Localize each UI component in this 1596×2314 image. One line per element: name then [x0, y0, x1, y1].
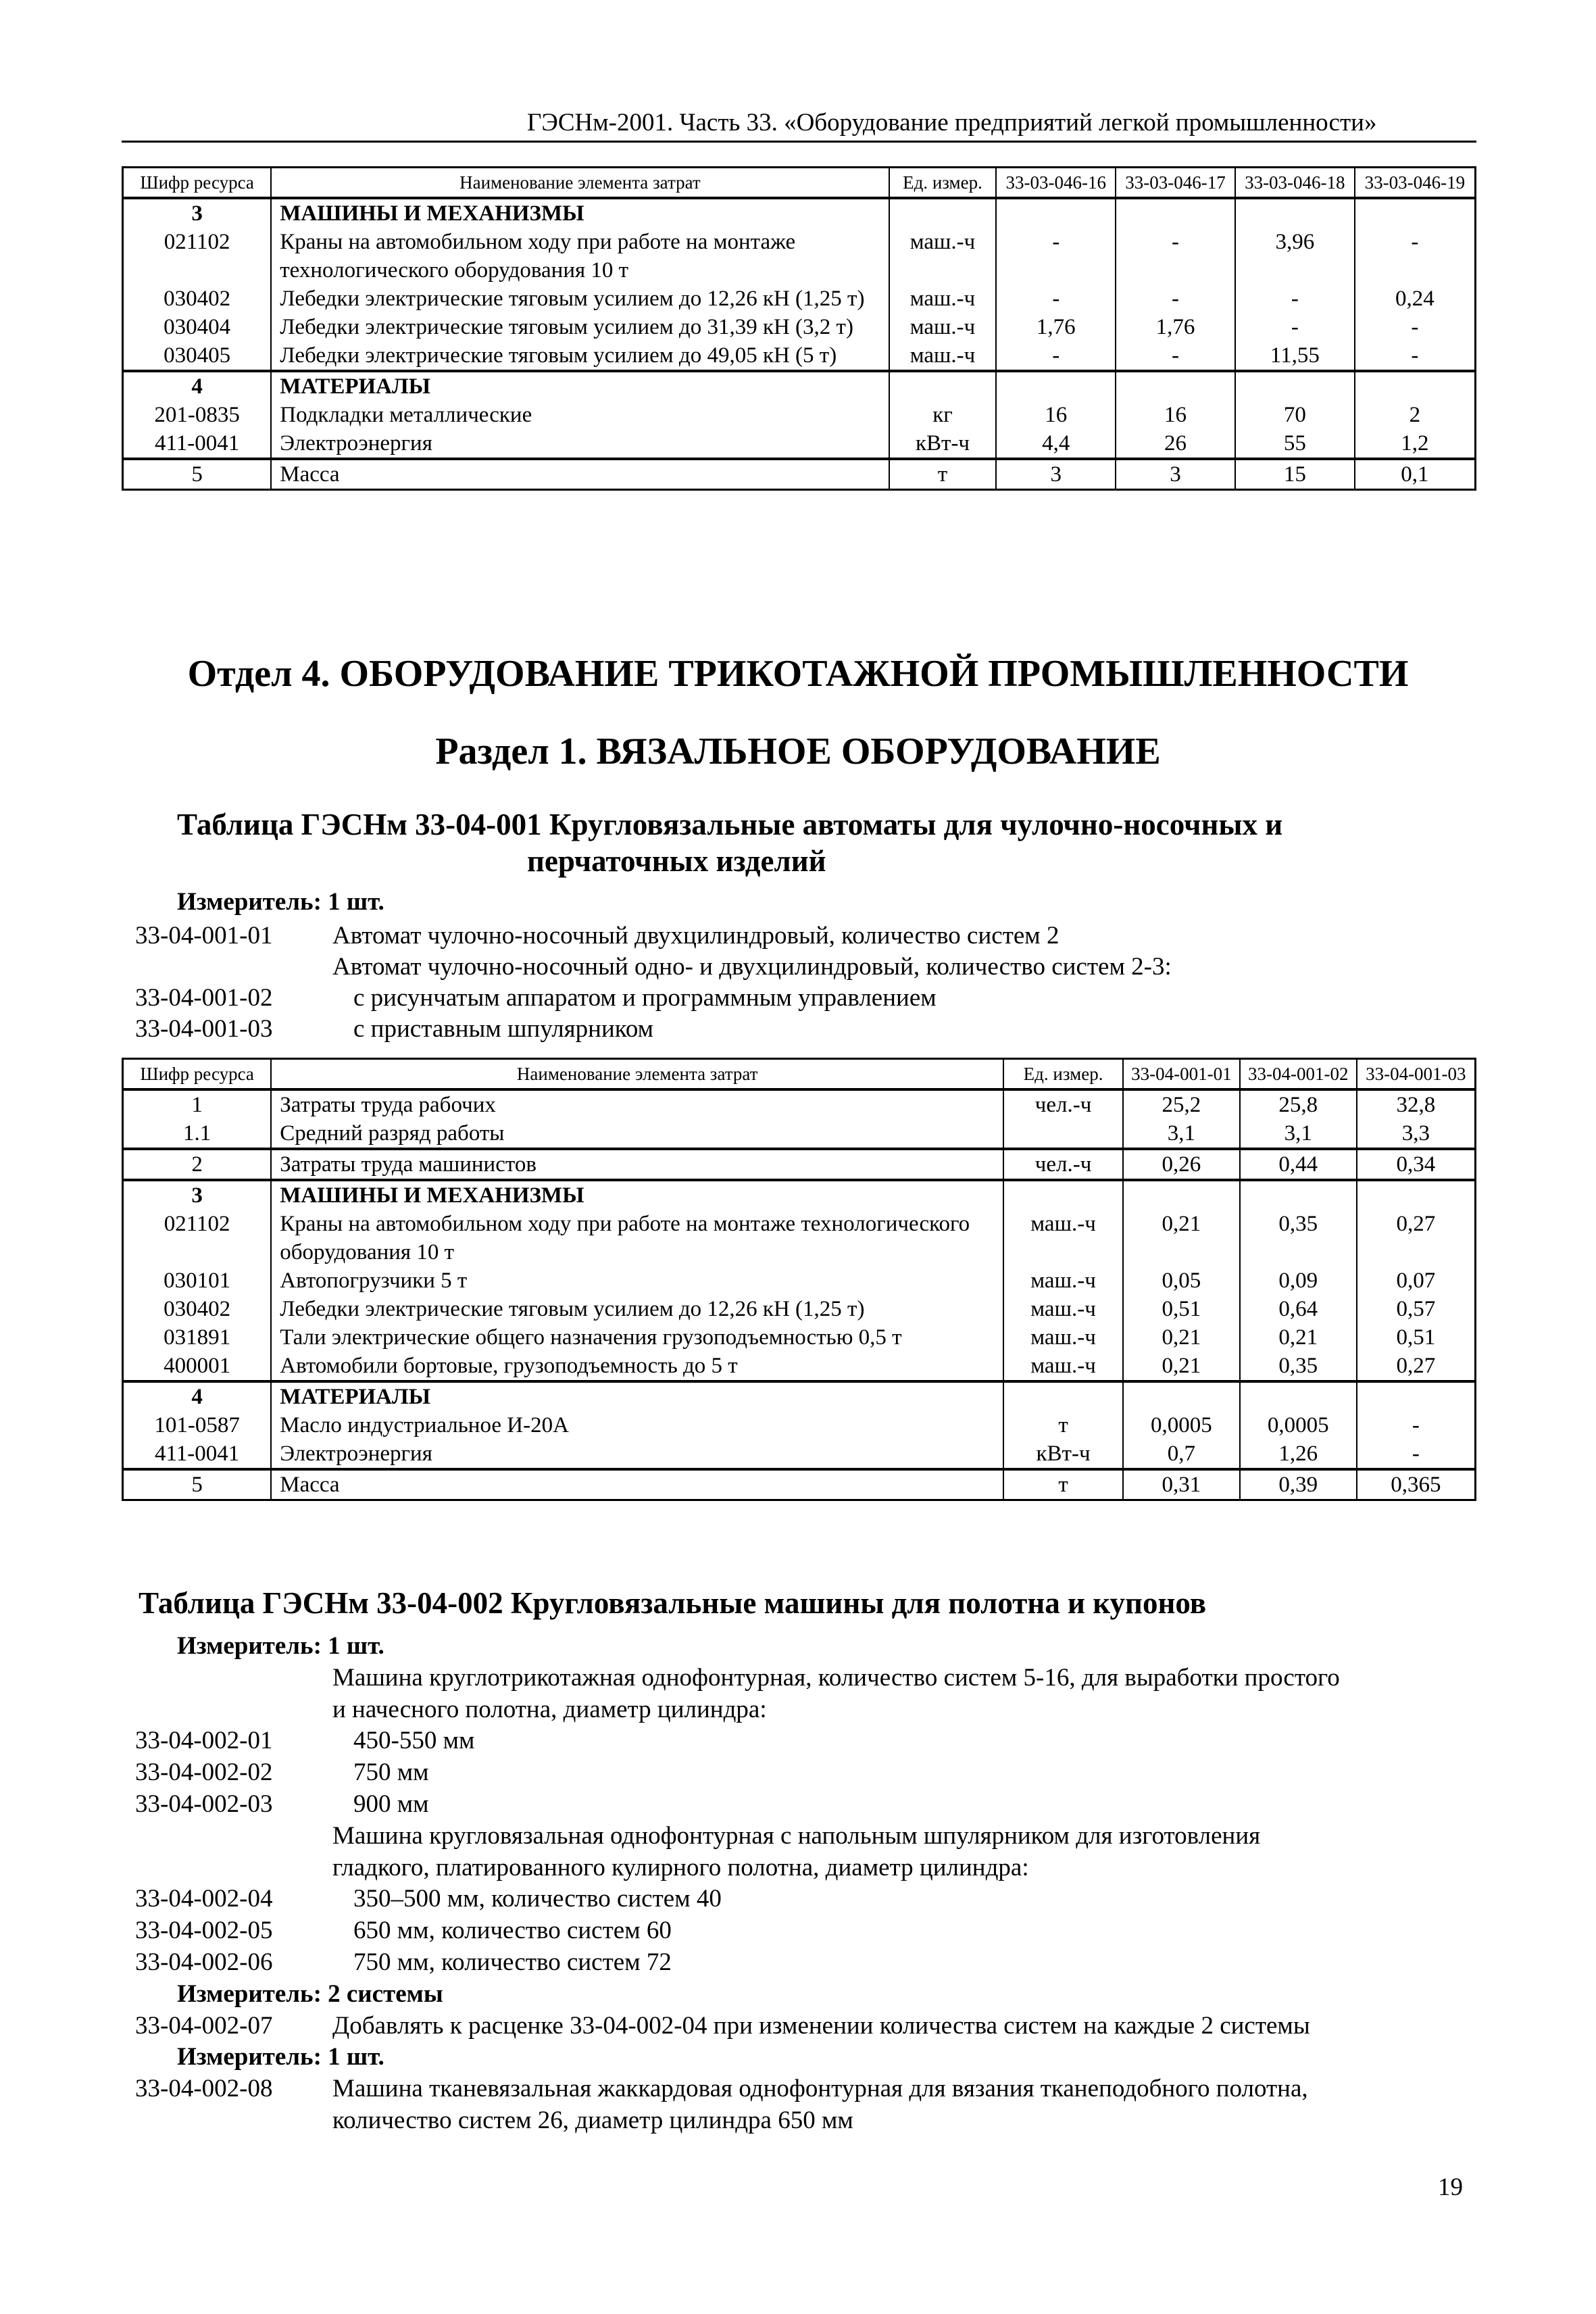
value-cell	[1123, 1180, 1240, 1210]
unit	[889, 371, 997, 401]
value-cell: 0,09	[1240, 1266, 1357, 1295]
value-cell: 15	[1235, 459, 1355, 490]
value-cell: -	[1357, 1439, 1476, 1469]
cost-element-name: Краны на автомобильном ходу при работе на монтаже технологического оборудования 10 т	[271, 228, 889, 285]
item-description: 900 мм	[353, 1790, 429, 1818]
unit: кг	[889, 401, 997, 429]
item-code: 33-04-002-02	[135, 1758, 273, 1787]
table-row	[123, 1295, 1476, 1323]
resource-code: 1	[123, 1089, 272, 1119]
value-cell	[1355, 371, 1476, 401]
column-header: Наименование элемента затрат	[271, 168, 889, 199]
item-description: Машина кругловязальная однофонтурная с напольным шпулярником для изготовления	[332, 1821, 1261, 1850]
resource-code: 030402	[123, 1295, 272, 1323]
resource-code: 201-0835	[123, 401, 272, 429]
item-description: Автомат чулочно-носочный одно- и двухцилиндровый, количество систем 2-3:	[332, 953, 1172, 981]
value-cell: 55	[1235, 429, 1355, 459]
unit: маш.-ч	[1003, 1266, 1123, 1295]
resource-code: 400001	[123, 1352, 272, 1381]
cost-element-name: МАШИНЫ И МЕХАНИЗМЫ	[271, 198, 889, 228]
table-row	[123, 1119, 1476, 1149]
item-code: 33-04-002-04	[135, 1885, 273, 1913]
cost-element-name: Затраты труда машинистов	[271, 1149, 1003, 1180]
value-cell: 0,27	[1357, 1352, 1476, 1381]
cost-element-name: Лебедки электрические тяговым усилием до 12,26 кН (1,25 т)	[271, 1295, 1003, 1323]
table-row	[123, 313, 1476, 341]
resource-code: 2	[123, 1149, 272, 1180]
column-header: 33-03-046-19	[1355, 168, 1476, 199]
value-cell: -	[996, 228, 1116, 285]
cost-element-name: Тали электрические общего назначения грузоподъемностью 0,5 т	[271, 1323, 1003, 1352]
cost-element-name: Краны на автомобильном ходу при работе на монтаже технологического оборудования 10 т	[271, 1210, 1003, 1266]
resource-code: 101-0587	[123, 1411, 272, 1439]
resource-code: 4	[123, 1381, 272, 1411]
cost-element-name: Масло индустриальное И-20А	[271, 1411, 1003, 1439]
table-row	[123, 1089, 1476, 1119]
item-description: 750 мм	[353, 1758, 429, 1787]
resource-code: 1.1	[123, 1119, 272, 1149]
cost-element-name: Электроэнергия	[271, 1439, 1003, 1469]
measure-label: Измеритель: 1 шт.	[177, 2043, 384, 2071]
page-number: 19	[1438, 2173, 1463, 2201]
item-code: 33-04-001-01	[135, 922, 273, 950]
unit: чел.-ч	[1003, 1089, 1123, 1119]
resource-code: 3	[123, 198, 272, 228]
value-cell: 0,0005	[1123, 1411, 1240, 1439]
column-header: 33-03-046-16	[996, 168, 1116, 199]
value-cell: 32,8	[1357, 1089, 1476, 1119]
value-cell: 1,26	[1240, 1439, 1357, 1469]
value-cell	[1116, 371, 1235, 401]
value-cell: 70	[1235, 401, 1355, 429]
value-cell: 3,3	[1357, 1119, 1476, 1149]
value-cell: 25,8	[1240, 1089, 1357, 1119]
item-description: с приставным шпулярником	[353, 1015, 654, 1043]
unit: маш.-ч	[1003, 1323, 1123, 1352]
measure-label: Измеритель: 2 системы	[177, 1979, 443, 2008]
cost-element-name: Масса	[271, 1469, 1003, 1500]
resource-code: 411-0041	[123, 429, 272, 459]
table-row	[123, 1210, 1476, 1266]
item-description: количество систем 26, диаметр цилиндра 650 мм	[332, 2107, 853, 2134]
resource-code: 4	[123, 371, 272, 401]
value-cell: 16	[996, 401, 1116, 429]
column-header: Наименование элемента затрат	[271, 1059, 1003, 1090]
resource-code: 030101	[123, 1266, 272, 1295]
value-cell: 0,0005	[1240, 1411, 1357, 1439]
value-cell: 26	[1116, 429, 1235, 459]
item-description: гладкого, платированного кулирного полотна, диаметр цилиндра:	[332, 1853, 1029, 1881]
value-cell	[1240, 1180, 1357, 1210]
unit: маш.-ч	[889, 313, 997, 341]
item-code: 33-04-002-08	[135, 2075, 273, 2103]
item-description: и начесного полотна, диаметр цилиндра:	[332, 1695, 767, 1723]
unit: чел.-ч	[1003, 1149, 1123, 1180]
table-row	[123, 1352, 1476, 1381]
cost-element-name: Масса	[271, 459, 889, 490]
value-cell: -	[1355, 341, 1476, 371]
value-cell: 0,21	[1240, 1323, 1357, 1352]
value-cell: 0,7	[1123, 1439, 1240, 1469]
value-cell: 2	[1355, 401, 1476, 429]
resource-code: 5	[123, 1469, 272, 1500]
value-cell: 11,55	[1235, 341, 1355, 371]
table-row	[123, 1469, 1476, 1500]
value-cell	[1355, 198, 1476, 228]
value-cell: 1,2	[1355, 429, 1476, 459]
unit	[1003, 1381, 1123, 1411]
value-cell: 3,1	[1123, 1119, 1240, 1149]
value-cell: 0,365	[1357, 1469, 1476, 1500]
table-row	[123, 1439, 1476, 1469]
resource-code: 030405	[123, 341, 272, 371]
cost-element-name: МАШИНЫ И МЕХАНИЗМЫ	[271, 1180, 1003, 1210]
value-cell: 25,2	[1123, 1089, 1240, 1119]
table-row	[123, 341, 1476, 371]
resource-table-33-03-046	[122, 166, 1476, 491]
value-cell: 3,96	[1235, 228, 1355, 285]
value-cell: 4,4	[996, 429, 1116, 459]
table-title-33-04-002: Таблица ГЭСНм 33-04-002 Кругловязальные машины для полотна и купонов	[139, 1586, 1207, 1620]
value-cell	[1240, 1381, 1357, 1411]
department-title: Отдел 4. ОБОРУДОВАНИЕ ТРИКОТАЖНОЙ ПРОМЫШЛЕННОСТИ	[187, 653, 1409, 695]
column-header: 33-04-001-03	[1357, 1059, 1476, 1090]
unit	[1003, 1119, 1123, 1149]
value-cell: 0,44	[1240, 1149, 1357, 1180]
item-code: 33-04-002-05	[135, 1917, 273, 1945]
resource-code: 021102	[123, 228, 272, 285]
unit: маш.-ч	[889, 285, 997, 313]
cost-element-name: Лебедки электрические тяговым усилием до 49,05 кН (5 т)	[271, 341, 889, 371]
column-header: Ед. измер.	[1003, 1059, 1123, 1090]
column-header: Шифр ресурса	[123, 1059, 272, 1090]
table-row	[123, 1266, 1476, 1295]
table-title-33-04-001: Таблица ГЭСНм 33-04-001 Кругловязальные автоматы для чулочно-носочных и	[177, 808, 1283, 841]
value-cell: 16	[1116, 401, 1235, 429]
item-description: с рисунчатым аппаратом и программным управлением	[353, 984, 937, 1012]
item-description: Машина тканевязальная жаккардовая однофонтурная для вязания тканеподобного полотна,	[332, 2075, 1308, 2103]
cost-element-name: Лебедки электрические тяговым усилием до 31,39 кН (3,2 т)	[271, 313, 889, 341]
value-cell: 0,51	[1123, 1295, 1240, 1323]
column-header: Шифр ресурса	[123, 168, 272, 199]
value-cell: 0,05	[1123, 1266, 1240, 1295]
cost-element-name: МАТЕРИАЛЫ	[271, 1381, 1003, 1411]
resource-code: 021102	[123, 1210, 272, 1266]
unit: маш.-ч	[1003, 1210, 1123, 1266]
cost-element-name: МАТЕРИАЛЫ	[271, 371, 889, 401]
resource-code: 030402	[123, 285, 272, 313]
item-description: 750 мм, количество систем 72	[353, 1948, 672, 1976]
item-description: 350–500 мм, количество систем 40	[353, 1885, 722, 1913]
value-cell	[1235, 371, 1355, 401]
value-cell: 0,39	[1240, 1469, 1357, 1500]
value-cell: 3,1	[1240, 1119, 1357, 1149]
cost-element-name: Автомобили бортовые, грузоподъемность до 5 т	[271, 1352, 1003, 1381]
measure-label: Измеритель: 1 шт.	[177, 1632, 384, 1660]
header-rule	[122, 141, 1476, 143]
table-row	[123, 1411, 1476, 1439]
resource-code: 031891	[123, 1323, 272, 1352]
value-cell	[996, 198, 1116, 228]
item-code: 33-04-002-01	[135, 1727, 273, 1755]
value-cell	[1123, 1381, 1240, 1411]
column-header: Ед. измер.	[889, 168, 997, 199]
unit: маш.-ч	[889, 228, 997, 285]
table-row	[123, 1149, 1476, 1180]
cost-element-name: Электроэнергия	[271, 429, 889, 459]
value-cell: 0,21	[1123, 1352, 1240, 1381]
value-cell: -	[1355, 313, 1476, 341]
cost-element-name: Автопогрузчики 5 т	[271, 1266, 1003, 1295]
unit: кВт-ч	[889, 429, 997, 459]
value-cell: 0,21	[1123, 1210, 1240, 1266]
value-cell: 0,27	[1357, 1210, 1476, 1266]
table-row	[123, 228, 1476, 285]
value-cell	[1116, 198, 1235, 228]
column-header: 33-03-046-17	[1116, 168, 1235, 199]
value-cell: 0,57	[1357, 1295, 1476, 1323]
value-cell: 0,64	[1240, 1295, 1357, 1323]
value-cell: 0,31	[1123, 1469, 1240, 1500]
resource-code: 411-0041	[123, 1439, 272, 1469]
value-cell: -	[996, 341, 1116, 371]
value-cell: 0,51	[1357, 1323, 1476, 1352]
table-row	[123, 401, 1476, 429]
item-code: 33-04-002-06	[135, 1948, 273, 1976]
cost-element-name: Подкладки металлические	[271, 401, 889, 429]
column-header: 33-04-001-01	[1123, 1059, 1240, 1090]
item-description: Автомат чулочно-носочный двухцилиндровый, количество систем 2	[332, 922, 1059, 950]
table-row	[123, 198, 1476, 228]
value-cell: -	[1116, 341, 1235, 371]
item-description: 650 мм, количество систем 60	[353, 1917, 672, 1945]
resource-code: 3	[123, 1180, 272, 1210]
table-row	[123, 1381, 1476, 1411]
column-header: 33-03-046-18	[1235, 168, 1355, 199]
value-cell: -	[1355, 228, 1476, 285]
unit: т	[1003, 1469, 1123, 1500]
item-code: 33-04-001-03	[135, 1015, 273, 1043]
value-cell: 0,07	[1357, 1266, 1476, 1295]
cost-element-name: Лебедки электрические тяговым усилием до 12,26 кН (1,25 т)	[271, 285, 889, 313]
value-cell	[1357, 1381, 1476, 1411]
measure-label: Измеритель: 1 шт.	[177, 888, 384, 916]
unit	[889, 198, 997, 228]
unit: т	[1003, 1411, 1123, 1439]
unit: маш.-ч	[889, 341, 997, 371]
item-description: Машина круглотрикотажная однофонтурная, количество систем 5-16, для выработки простого	[332, 1663, 1340, 1692]
table-row	[123, 371, 1476, 401]
value-cell: 0,1	[1355, 459, 1476, 490]
item-code: 33-04-002-07	[135, 2011, 273, 2040]
value-cell: 0,34	[1357, 1149, 1476, 1180]
value-cell	[1235, 198, 1355, 228]
table-row	[123, 1323, 1476, 1352]
table-row	[123, 459, 1476, 490]
table-header-row	[123, 1059, 1476, 1090]
unit: т	[889, 459, 997, 490]
item-description: 450-550 мм	[353, 1727, 475, 1755]
unit: маш.-ч	[1003, 1352, 1123, 1381]
resource-table-33-04-001	[122, 1058, 1476, 1501]
value-cell: -	[1235, 285, 1355, 313]
value-cell: 0,21	[1123, 1323, 1240, 1352]
value-cell: 0,26	[1123, 1149, 1240, 1180]
value-cell: -	[996, 285, 1116, 313]
table-row	[123, 429, 1476, 459]
unit	[1003, 1180, 1123, 1210]
item-description: Добавлять к расценке 33-04-002-04 при изменении количества систем на каждые 2 системы	[332, 2011, 1310, 2040]
running-header: ГЭСНм-2001. Часть 33. «Оборудование предприятий легкой промышленности»	[527, 109, 1377, 137]
value-cell: 1,76	[1116, 313, 1235, 341]
item-code: 33-04-002-03	[135, 1790, 273, 1818]
resource-code: 5	[123, 459, 272, 490]
unit: маш.-ч	[1003, 1295, 1123, 1323]
value-cell: 0,35	[1240, 1210, 1357, 1266]
table-row	[123, 285, 1476, 313]
table-title-33-04-001-cont: перчаточных изделий	[527, 844, 826, 878]
value-cell	[1357, 1180, 1476, 1210]
table-row	[123, 1180, 1476, 1210]
cost-element-name: Средний разряд работы	[271, 1119, 1003, 1149]
resource-code: 030404	[123, 313, 272, 341]
value-cell	[996, 371, 1116, 401]
value-cell: 1,76	[996, 313, 1116, 341]
item-code: 33-04-001-02	[135, 984, 273, 1012]
cost-element-name: Затраты труда рабочих	[271, 1089, 1003, 1119]
value-cell: -	[1235, 313, 1355, 341]
value-cell: -	[1357, 1411, 1476, 1439]
value-cell: 3	[1116, 459, 1235, 490]
value-cell: 3	[996, 459, 1116, 490]
unit: кВт-ч	[1003, 1439, 1123, 1469]
value-cell: 0,24	[1355, 285, 1476, 313]
value-cell: -	[1116, 228, 1235, 285]
value-cell: -	[1116, 285, 1235, 313]
section-title: Раздел 1. ВЯЗАЛЬНОЕ ОБОРУДОВАНИЕ	[435, 731, 1161, 772]
value-cell: 0,35	[1240, 1352, 1357, 1381]
table-header-row	[123, 168, 1476, 199]
column-header: 33-04-001-02	[1240, 1059, 1357, 1090]
